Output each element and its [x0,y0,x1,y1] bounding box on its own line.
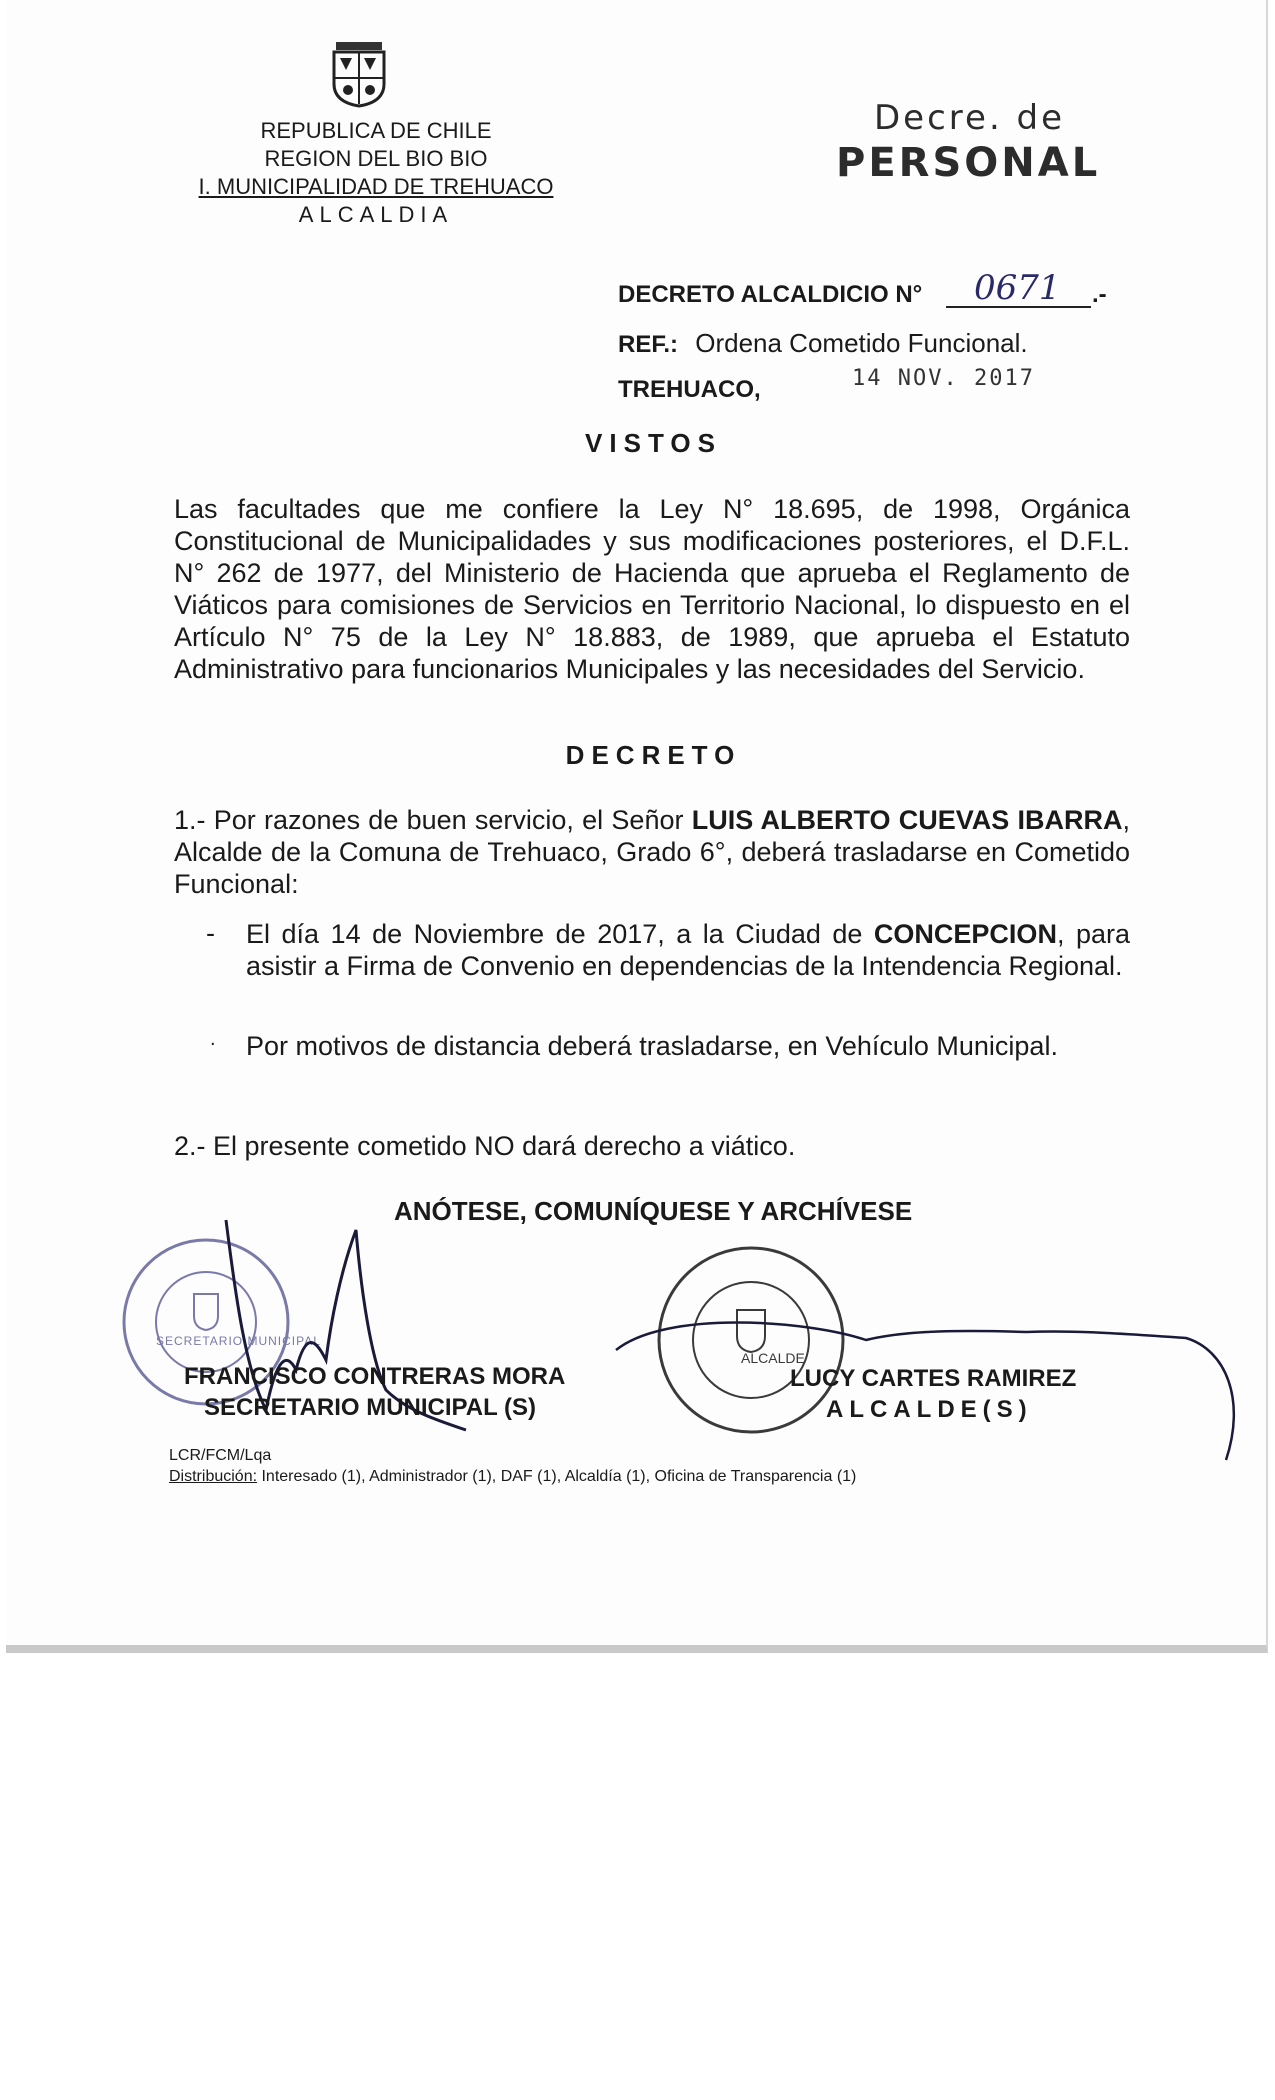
left-signatory-title: SECRETARIO MUNICIPAL (S) [204,1394,537,1421]
header-country: REPUBLICA DE CHILE [260,118,492,143]
left-signatory-name: FRANCISCO CONTRERAS MORA [184,1363,566,1390]
bullet-dash-1: - [206,918,215,948]
bullet1-rest: para asistir a Firma de Convenio en dependencias de la Intendencia Regional. [246,919,1130,981]
decree-number-line [946,268,1091,308]
stamp-personal: PERSONAL [836,140,1101,186]
vistos-paragraph: Las facultades que me confiere la Ley N° 18.695, de 1998, Orgánica Constitucional de Municipalidades y sus modificaciones posteriores, el D.F.L. N° 262 de 1977, del Ministerio de Hacienda que aprueba el Reglamento de Viáticos para comisiones de Servicios en Territorio Nacional, lo dispuesto en el Artículo N° 75 de la Ley N° 18.883, de 1989, que aprueba el Estatuto Administrativo para funcionarios Municipales y las necesidades del Servicio. [174,494,1130,684]
header-office: ALCALDIA [298,202,454,227]
decreto-item-2: 2.- El presente cometido NO dará derecho a viático. [174,1131,796,1161]
item1-prefix: 1.- Por razones de buen servicio, el Señor [174,805,684,835]
scanned-document-page [6,0,1268,1653]
header-municipality: I. MUNICIPALIDAD DE TREHUACO [198,174,554,199]
right-signatory-title: ALCALDE(S) [826,1396,1033,1423]
secretary-seal-inner-text: SECRETARIO MUNICIPAL [156,1334,321,1348]
footer-initials: LCR/FCM/Lqa [169,1447,272,1464]
vistos-title: VISTOS [585,428,722,458]
date-stamp: 14 NOV. 2017 [852,366,1035,391]
municipal-crest-icon [326,38,392,108]
bullet1-city: CONCEPCION [873,919,1057,949]
ref-label: REF.: [618,331,678,358]
decreto-bullet-2: Por motivos de distancia deberá trasladarse, en Vehículo Municipal. [246,1031,1058,1061]
decreto-title: DECRETO [565,740,742,770]
ref-line [618,328,1028,359]
decree-number-handwritten: 0671 [974,268,1061,308]
decree-number-label: DECRETO ALCALDICIO N° [618,281,923,308]
item1-name: LUIS ALBERTO CUEVAS IBARRA [691,805,1123,835]
decreto-item-1: 1.- Por razones de buen servicio, el Señor LUIS ALBERTO CUEVAS IBARRA, Alcalde de la Comuna de Trehuaco, Grado 6°, deberá trasladarse en Cometido Funcional: [174,805,1130,899]
distribution-text: Interesado (1), Administrador (1), DAF (1), Alcaldía (1), Oficina de Transparencia (1) [257,1468,857,1485]
decreto-bullet-1: El día 14 de Noviembre de 2017, a la Ciudad de CONCEPCION, para asistir a Firma de Convenio en dependencias de la Intendencia Regional. [246,919,1130,981]
header-region: REGION DEL BIO BIO [264,146,488,171]
closing-formula: ANÓTESE, COMUNÍQUESE Y ARCHÍVESE [394,1196,913,1226]
mayor-seal-inner-text: ALCALDE [741,1350,805,1366]
decree-number-suffix: .- [1092,281,1107,308]
footer-distribution [169,1468,856,1486]
bullet1-prefix: El día 14 de Noviembre de 2017, a la Ciudad de [246,919,863,949]
place-label: TREHUACO, [618,376,761,403]
item1-rest: Alcalde de la Comuna de Trehuaco, Grado 6°, deberá trasladarse en Cometido Funcional: [174,837,1130,899]
bullet-dot-2: . [210,1028,216,1050]
ref-value: Ordena Cometido Funcional. [695,328,1028,358]
stamp-decree-type: Decre. de [874,98,1066,138]
right-signatory-name: LUCY CARTES RAMIREZ [790,1365,1077,1392]
distribution-label: Distribución: [169,1468,258,1485]
